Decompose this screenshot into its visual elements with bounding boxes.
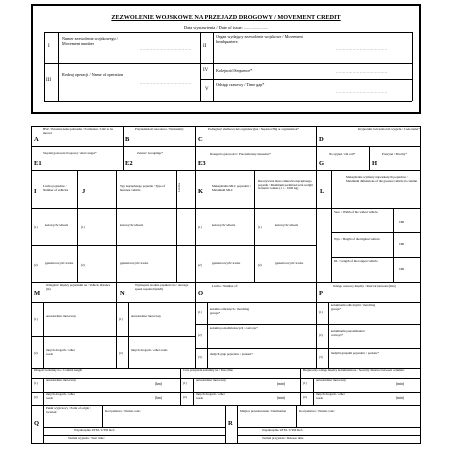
divider	[316, 282, 317, 368]
divider	[123, 126, 124, 146]
divider	[225, 405, 226, 444]
label-tracks: gąsienicowych/ tracks	[212, 261, 241, 265]
divider	[393, 208, 394, 282]
divider	[200, 32, 201, 101]
label-convoys: kolumn pododdziałowych / convoys*	[210, 326, 258, 330]
row-num-3: (3)	[198, 355, 202, 359]
divider	[316, 146, 317, 170]
divider	[296, 405, 297, 427]
label-tracks: gąsienicowych/ tracks	[45, 261, 74, 265]
section-V-label: Odstęp czasowy / Time gap*	[216, 82, 265, 87]
field-Q-origin: Punkt wyjściowy / Point of origin / location:	[46, 406, 91, 414]
field-J-code: J	[82, 188, 86, 195]
label-pass-time: Czas przejazdu kolumny na / Pass time	[183, 368, 233, 372]
divider	[31, 245, 316, 246]
divider	[316, 170, 317, 282]
label-packets: małych grup pojazdów / packets*	[210, 352, 253, 356]
field-R-utm: Współrzędne UTM / UTM Ref.:	[262, 428, 304, 432]
divider	[331, 257, 421, 258]
label-motorway: autostradzie/ motorway	[46, 314, 77, 318]
field-A-code: A	[34, 136, 39, 143]
field-L-code: L	[320, 188, 325, 195]
field-R-nation: Kod państwa / Nation code:	[299, 409, 335, 413]
label-motorway: autostradzie/ motorway	[46, 378, 77, 382]
divider	[200, 79, 412, 80]
field-I-code: I	[34, 188, 37, 195]
divider	[43, 378, 44, 405]
row-num-1: (1)	[198, 310, 202, 314]
label-motorway: autostradzie/ motorway	[131, 314, 162, 318]
divider	[331, 232, 421, 233]
field-P-label: Odstęp czasowy między / Interval between (min)	[333, 284, 396, 288]
divider	[44, 63, 412, 64]
section-IV-field[interactable]: .....................................	[336, 70, 388, 74]
divider	[213, 32, 214, 101]
field-K-label: Maksymalna MLC pojazdów / Maximum MLC	[212, 184, 252, 192]
field-M-code: M	[34, 290, 41, 297]
row-num-2: (2)	[198, 333, 202, 337]
field-Q-utm: Współrzędne UTM / UTM Ref.:	[74, 428, 116, 432]
section-I-code: I	[48, 44, 50, 49]
unit-cm: cm	[399, 219, 404, 224]
divider	[412, 32, 413, 101]
field-E2-code: E2	[125, 160, 133, 167]
row-num-1: (1)	[198, 225, 202, 229]
divider	[195, 146, 196, 170]
divider	[195, 348, 421, 349]
section-IV-label: Kolejność/Sequence*	[216, 68, 253, 73]
field-N-label: Wymagana średnia prędkość na / Average speed required (km/h)	[135, 283, 189, 291]
label-tracks: gąsienicowych/ tracks	[120, 261, 149, 265]
row-num-2: (2)	[34, 351, 38, 355]
label-height: Wys. / Height of the highest vehicle	[334, 237, 380, 241]
row-num-2: (2)	[319, 333, 323, 337]
row-num-1: (1)	[34, 317, 38, 321]
divider	[195, 170, 196, 282]
divider	[44, 32, 412, 33]
field-O-label: Liczba / Number of:	[212, 284, 238, 288]
row-num-2: (2)	[34, 395, 38, 399]
section-III-label: Rodzaj operacji / Name of operation	[62, 72, 124, 77]
section-II-code: II	[203, 44, 207, 49]
field-K-code: K	[198, 188, 204, 195]
divider	[43, 302, 44, 368]
field-O-code: O	[198, 290, 204, 297]
row-num-1: (1)	[34, 225, 38, 229]
unit-km: (km)	[155, 396, 162, 400]
divider	[300, 368, 301, 405]
field-I-label: Liczba pojazdów / Number of vehicles	[43, 184, 69, 192]
divider	[116, 282, 117, 368]
row-num-1: (1)	[303, 381, 307, 385]
divider	[77, 170, 78, 282]
divider	[102, 405, 103, 427]
field-M-label: Odległość między pojazdami na / Vehicle distance (m)	[46, 283, 111, 291]
label-wheels: kołowych/ wheels	[212, 223, 236, 227]
section-II-label: Organ wydający zezwolenie wojskowe / Movement headquarters:	[216, 34, 303, 44]
field-E3-label: Kategoria gotowości / Precautionary measures*	[210, 152, 271, 156]
unit-min: (min)	[277, 382, 285, 386]
unit-cm: cm	[399, 266, 404, 271]
row-num-1: (1)	[34, 381, 38, 385]
divider	[44, 32, 45, 101]
divider	[123, 146, 124, 170]
divider	[58, 32, 59, 101]
issue-date: Data wystawienia / Date of issue: ......................	[183, 25, 269, 30]
label-other-roads: innych drogach / other roads	[316, 392, 345, 400]
label-other-roads: innych drogach / other roads	[46, 392, 75, 400]
field-Q-nation: Kod państwa / Nation code:	[105, 409, 141, 413]
field-E1-label: Stopień gotowości bojowej / Alert stages*	[43, 151, 97, 155]
form-title: ZEZWOLENIE WOJSKOWE NA PRZEJAZD DROGOWY / MOVEMENT CREDIT	[111, 14, 341, 21]
section-V-code: V	[205, 87, 209, 92]
section-III-field[interactable]: .....................................	[140, 81, 192, 85]
divider	[328, 302, 329, 368]
divider	[254, 170, 255, 282]
label-marching: kolumn odlicznych / marching groups*	[210, 307, 250, 315]
label-wheels: kołowych/ wheels	[275, 223, 299, 227]
section-I-field[interactable]: .....................................	[140, 47, 192, 51]
field-Q-code: Q	[34, 420, 40, 427]
divider	[116, 170, 117, 282]
label-other-roads: innych drogach / other roads	[196, 392, 225, 400]
label-column-length: Długość kolumny na / Column length	[34, 368, 83, 372]
row-num-1: (1)	[319, 310, 323, 314]
label-other-roads: innych drogach / other roads	[46, 348, 75, 356]
divider	[193, 378, 194, 405]
unit-km: (km)	[155, 382, 162, 386]
section-I-label: Numer zezwolenia wojskowego / Movement number	[62, 36, 118, 46]
field-B-label: Przynależność narodowa / Nationality	[135, 127, 184, 131]
label-wheels: kołowych/ wheels	[120, 223, 144, 227]
field-J-label: Typ najcięższego pojazdu / Type of heaviest vehicle	[120, 184, 166, 192]
field-B-code: B	[125, 136, 130, 143]
label-motorway: autostradzie/ motorway	[196, 378, 227, 382]
divider	[31, 170, 421, 171]
row-num-2: (2)	[81, 263, 85, 267]
divider	[43, 427, 225, 428]
field-H-label: Priorytet / Priority*	[382, 152, 407, 156]
field-G-code: G	[319, 160, 325, 167]
divider	[195, 324, 421, 325]
divider	[31, 208, 421, 209]
unit-min: (min)	[396, 396, 404, 400]
section-V-field[interactable]: .....................................	[336, 90, 388, 94]
row-num-2: (2)	[183, 395, 187, 399]
label-wheels: kołowych/ wheels	[45, 223, 69, 227]
field-R-destination: Miejsce przeznaczenia / Destination	[240, 409, 287, 413]
divider	[207, 302, 208, 368]
divider	[331, 170, 332, 282]
label-motorway: autostradzie/ motorway	[316, 378, 347, 382]
row-num-2: (2)	[303, 395, 307, 399]
field-C-code: C	[198, 136, 203, 143]
field-Q-start-time: Termin wyjazdu / Start time:	[68, 436, 105, 440]
field-D-code: D	[319, 136, 324, 143]
field-K2-label: Rzeczywista masa całkowita najcięższego pojazdu / Maximum permitted total weight in metric tonnes (1 t – 1000 kg)	[258, 179, 313, 191]
row-num-3: (3)	[319, 355, 323, 359]
label-tracks: gąsienicowych/ tracks	[275, 261, 304, 265]
field-J-side: Liczba	[177, 183, 181, 192]
row-num-1: (1)	[81, 225, 85, 229]
divider	[128, 302, 129, 368]
row-num-2: (2)	[258, 263, 262, 267]
section-III-code: III	[46, 78, 51, 83]
divider	[180, 368, 181, 405]
row-num-2: (2)	[34, 263, 38, 267]
unit-min: (min)	[277, 396, 285, 400]
divider	[313, 378, 314, 405]
label-width: Szer. / Width of the widest vehicle	[334, 210, 378, 214]
divider	[237, 405, 238, 444]
field-R-release-time: Termin przyjazdu / Release time	[262, 436, 304, 440]
divider	[195, 126, 196, 146]
row-num-1: (1)	[183, 381, 187, 385]
field-L-label: Maksymalne wymiary najwiekszych pojazdów / Maximum dimensions of the greatest vehicle in column	[346, 175, 418, 183]
row-num-2: (2)	[198, 263, 202, 267]
field-E1-code: E1	[34, 160, 42, 167]
unit-cm: cm	[399, 241, 404, 246]
label-p-packets: małymi grupami pojazdów / packets*	[331, 351, 379, 355]
divider	[195, 282, 196, 368]
divider	[44, 101, 412, 102]
section-II-field[interactable]: .....................................	[336, 47, 388, 51]
label-other-roads: innych drogach / other roads	[131, 348, 168, 352]
divider	[43, 405, 44, 444]
label-safety-distance: Bezpieczny odstęp między kolumnami na / Security distance between columns:	[303, 368, 405, 372]
row-num-1: (1)	[119, 317, 123, 321]
divider	[31, 146, 421, 147]
field-H-code: H	[372, 160, 378, 167]
field-D-label: Kryptonim ćwiczenia lub wygadu / Code name*	[358, 127, 420, 131]
field-R-code: R	[228, 420, 233, 427]
section-IV-code: IV	[203, 68, 209, 73]
row-num-2: (2)	[119, 351, 123, 355]
field-G-label: Na sygnał / On call*	[329, 152, 356, 156]
field-E2-label: Zestaw/ Groupings*	[137, 151, 163, 155]
divider	[316, 126, 317, 146]
label-p-marching: kolumnami odlicznymi / marching groups*	[331, 303, 376, 311]
label-length: Dł. / Length of the longest vehicle	[334, 259, 378, 263]
divider	[31, 336, 196, 337]
field-C-label: Podległość służbowa lub organizacyjna / Superior HQ or organization*	[208, 127, 299, 131]
divider	[369, 146, 370, 170]
unit-min: (min)	[396, 382, 404, 386]
label-p-convoys: kolumnami pododdziałów/ convoys*	[331, 329, 366, 337]
field-A-label: BSZ / Przeznaczenie jednostki / Formation / Unit to be moved	[43, 127, 114, 135]
row-num-1: (1)	[258, 225, 262, 229]
field-E3-code: E3	[198, 160, 206, 167]
field-P-code: P	[319, 290, 323, 297]
field-N-code: N	[120, 290, 125, 297]
